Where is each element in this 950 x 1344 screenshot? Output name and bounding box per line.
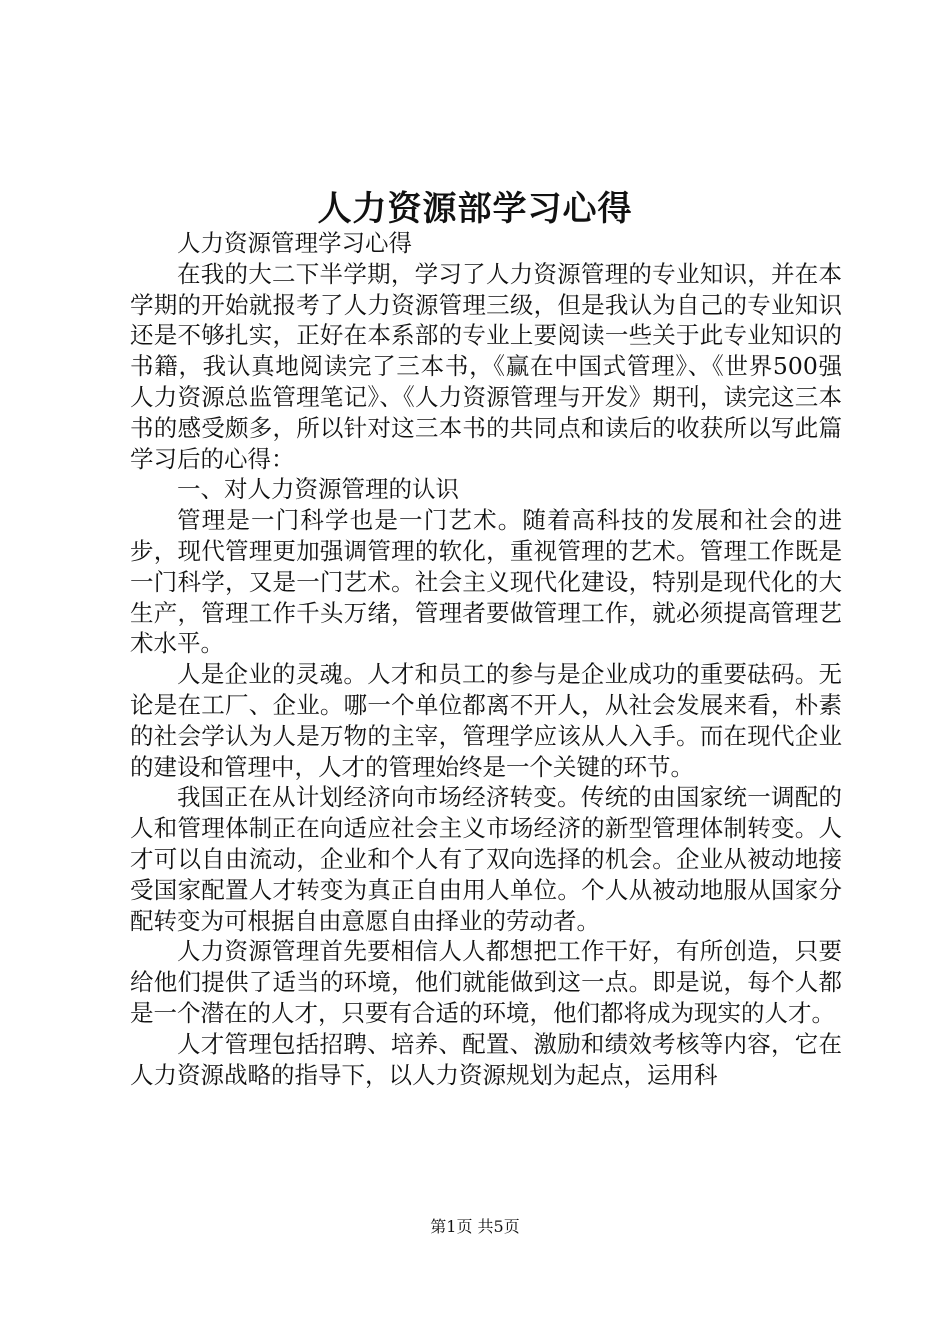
page-number-footer: 第1页 共5页 bbox=[430, 1217, 520, 1236]
body-paragraph: 人是企业的灵魂。人才和员工的参与是企业成功的重要砝码。无论是在工厂、企业。哪一个单位都离不开人，从社会发展来看，朴素的社会学认为人是万物的主宰，管理学应该从人入手。而在现代企业的建设和管理中，人才的管理始终是一个关键的环节。 bbox=[130, 660, 842, 781]
body-paragraph: 人才管理包括招聘、培养、配置、激励和绩效考核等内容，它在人力资源战略的指导下，以人力资源规划为起点，运用科 bbox=[130, 1029, 842, 1089]
body-paragraph: 我国正在从计划经济向市场经济转变。传统的由国家统一调配的人和管理体制正在向适应社会主义市场经济的新型管理体制转变。人才可以自由流动，企业和个人有了双向选择的机会。企业从被动地接受国家配置人才转变为真正自由用人单位。个人从被动地服从国家分配转变为可根据自由意愿自由择业的劳动者。 bbox=[130, 783, 842, 935]
body-paragraph: 在我的大二下半学期，学习了人力资源管理的专业知识，并在本学期的开始就报考了人力资源管理三级，但是我认为自己的专业知识还是不够扎实，正好在本系部的专业上要阅读一些关于此专业知识的书籍，我认真地阅读完了三本书，《赢在中国式管理》、《世界500强人力资源总监管理笔记》、《人力资源管理与开发》期刊，读完这三本书的感受颇多，所以针对这三本书的共同点和读后的收获所以写此篇学习后的心得： bbox=[130, 259, 842, 473]
document-title: 人力资源部学习心得 bbox=[317, 189, 633, 229]
body-paragraph: 管理是一门科学也是一门艺术。随着高科技的发展和社会的进步，现代管理更加强调管理的软化，重视管理的艺术。管理工作既是一门科学，又是一门艺术。社会主义现代化建设，特别是现代化的大生产，管理工作千头万绪，管理者要做管理工作，就必须提高管理艺术水平。 bbox=[130, 506, 842, 658]
subtitle-paragraph: 人力资源管理学习心得 bbox=[177, 229, 412, 257]
body-paragraph: 人力资源管理首先要相信人人都想把工作干好，有所创造，只要给他们提供了适当的环境，他们就能做到这一点。即是说，每个人都是一个潜在的人才，只要有合适的环境，他们都将成为现实的人才。 bbox=[130, 937, 842, 1027]
section-heading: 一、对人力资源管理的认识 bbox=[177, 475, 459, 504]
document-body bbox=[130, 228, 842, 1090]
